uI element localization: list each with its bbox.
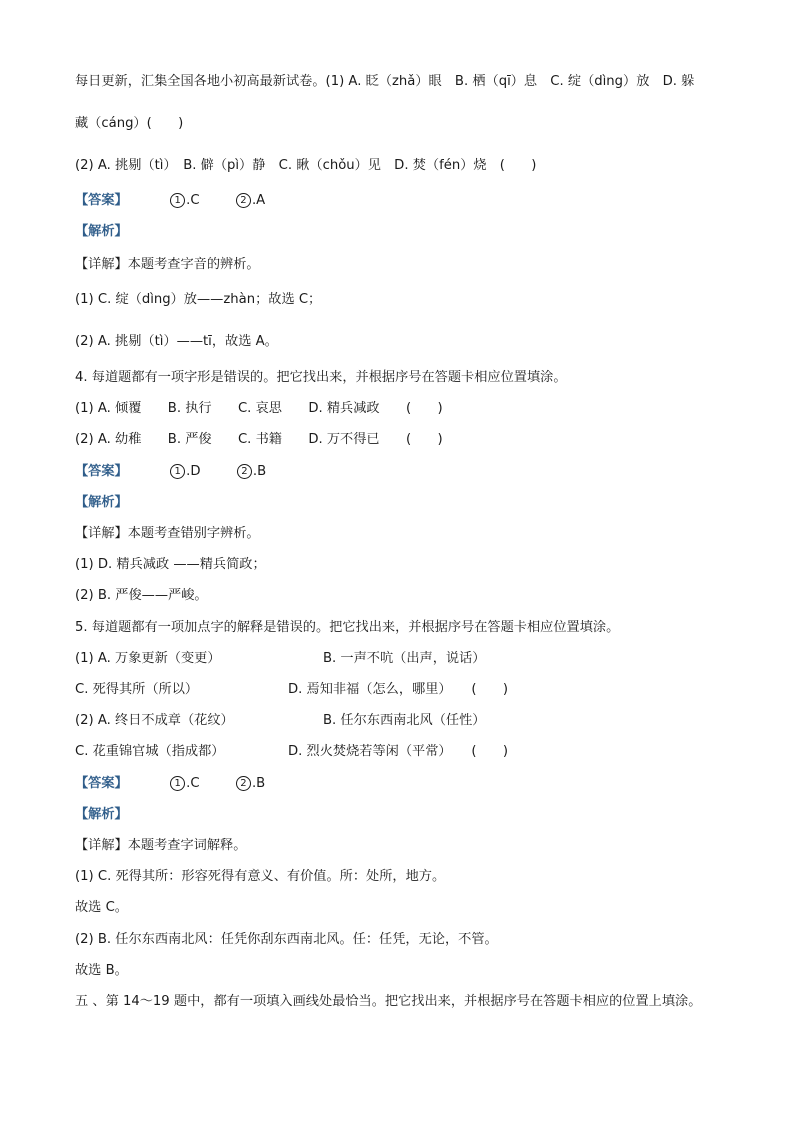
detail-label: 【详解】 <box>75 526 128 541</box>
circled-number: 1 <box>170 464 185 479</box>
circled-number: 1 <box>170 776 185 791</box>
answer-row-q4 <box>75 463 266 481</box>
answer-row-q5 <box>75 775 265 793</box>
question-3-line-3: (2) A. 挑剔（tì） B. 僻（pì）静 C. 瞅（chǒu）见 D. 焚（fén）烧 ( ) <box>75 158 537 173</box>
detail-row-q5: 【详解】本题考查字词解释。 <box>75 838 247 853</box>
detail-row-q4: 【详解】本题考查错别字辨析。 <box>75 526 260 541</box>
circled-number: 1 <box>170 193 185 208</box>
question-4-options-1: (1) A. 倾覆 B. 执行 C. 哀思 D. 精兵减政 ( ) <box>75 401 443 416</box>
answer-item: 1 .C <box>170 192 199 210</box>
question-5-option-1b: B. 一声不吭（出声，说话） <box>323 651 486 666</box>
detail-line: 故选 C。 <box>75 900 128 915</box>
detail-line: (1) D. 精兵减政 ——精兵简政； <box>75 557 266 572</box>
answer-row-q3 <box>75 192 265 210</box>
question-5-option-1c: C. 死得其所（所以） <box>75 682 199 697</box>
detail-line: (2) B. 任尔东西南北风：任凭你刮东西南北风。任：任凭，无论，不管。 <box>75 932 498 947</box>
answer-item: 2 .B <box>236 775 265 793</box>
question-3-line-1: 每日更新，汇集全国各地小初高最新试卷。(1) A. 眨（zhǎ）眼 B. 栖（qī）息 C. 绽（dìng）放 D. 躲 <box>75 74 695 89</box>
question-5-option-1a: (1) A. 万象更新（变更） <box>75 651 221 666</box>
answer-label: 【答案】 <box>75 464 128 479</box>
question-5-option-1d: D. 焉知非福（怎么，哪里） ( ) <box>288 682 509 697</box>
question-4-stem: 4. 每道题都有一项字形是错误的。把它找出来，并根据序号在答题卡相应位置填涂。 <box>75 370 567 385</box>
circled-number: 2 <box>236 193 251 208</box>
answer-label: 【答案】 <box>75 193 128 208</box>
detail-line: (1) C. 死得其所：形容死得有意义、有价值。所：处所，地方。 <box>75 869 446 884</box>
analysis-label: 【解析】 <box>75 807 128 822</box>
detail-label: 【详解】 <box>75 257 128 272</box>
analysis-label: 【解析】 <box>75 224 128 239</box>
answer-item: 1 .D <box>170 463 200 481</box>
detail-line: 故选 B。 <box>75 963 128 978</box>
question-5-option-2a: (2) A. 终日不成章（花纹） <box>75 713 234 728</box>
detail-line: (2) A. 挑剔（tì）——tī，故选 A。 <box>75 334 278 349</box>
question-5-option-2d: D. 烈火焚烧若等闲（平常） ( ) <box>288 744 509 759</box>
circled-number: 2 <box>237 464 252 479</box>
question-5-option-2b: B. 任尔东西南北风（任性） <box>323 713 486 728</box>
circled-number: 2 <box>236 776 251 791</box>
section-5-heading: 五 、第 14～19 题中，都有一项填入画线处最恰当。把它找出来，并根据序号在答题卡相应的位置上填涂。 <box>75 994 702 1009</box>
answer-label: 【答案】 <box>75 776 128 791</box>
answer-item: 1 .C <box>170 775 199 793</box>
analysis-label: 【解析】 <box>75 495 128 510</box>
answer-item: 2 .A <box>236 192 265 210</box>
question-3-line-2: 藏（cáng）( ) <box>75 116 184 131</box>
question-5-option-2c: C. 花重锦官城（指成都） <box>75 744 225 759</box>
detail-row-q3: 【详解】本题考查字音的辨析。 <box>75 257 260 272</box>
answer-item: 2 .B <box>237 463 266 481</box>
detail-label: 【详解】 <box>75 838 128 853</box>
question-5-stem: 5. 每道题都有一项加点字的解释是错误的。把它找出来，并根据序号在答题卡相应位置填涂。 <box>75 620 620 635</box>
detail-line: (2) B. 严俊——严峻。 <box>75 588 208 603</box>
detail-line: (1) C. 绽（dìng）放——zhàn；故选 C； <box>75 292 322 307</box>
question-4-options-2: (2) A. 幼稚 B. 严俊 C. 书籍 D. 万不得已 ( ) <box>75 432 443 447</box>
